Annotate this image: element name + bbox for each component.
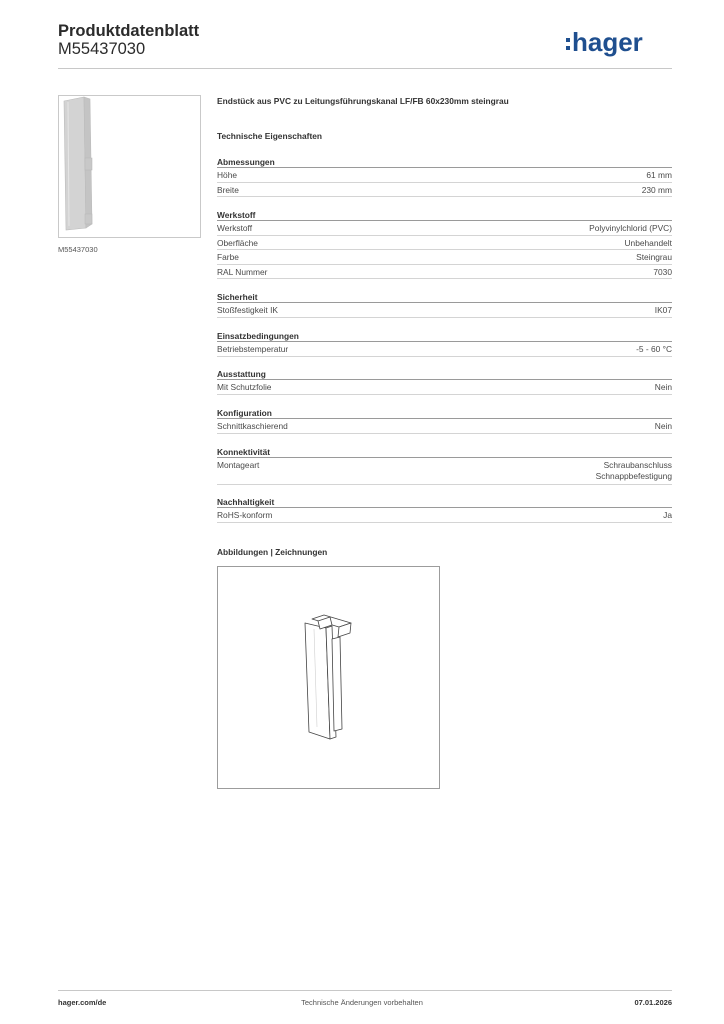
section-title: Ausstattung <box>217 368 672 380</box>
spec-value: Schraubanschluss Schnappbefestigung <box>595 460 672 481</box>
product-thumbnail <box>58 95 201 238</box>
spec-row <box>217 303 672 318</box>
page-title: Produktdatenblatt <box>58 22 200 40</box>
section-title: Abmessungen <box>217 156 672 168</box>
figures-heading: Abbildungen | Zeichnungen <box>217 547 328 557</box>
section-title: Sicherheit <box>217 291 672 303</box>
logo-text: hager <box>572 28 643 57</box>
hager-logo[interactable] <box>566 28 674 58</box>
section-konfiguration <box>217 407 672 434</box>
spec-row <box>217 236 672 251</box>
spec-value: -5 - 60 °C <box>636 344 672 354</box>
section-title: Einsatzbedingungen <box>217 330 672 342</box>
section-konnektivitaet <box>217 446 672 485</box>
spec-row <box>217 508 672 523</box>
spec-row <box>217 168 672 183</box>
section-title: Konnektivität <box>217 446 672 458</box>
footer-date: 07.01.2026 <box>634 998 672 1007</box>
product-description: Endstück aus PVC zu Leitungsführungskanal LF/FB 60x230mm steingrau <box>217 96 509 106</box>
figure-drawing <box>217 566 440 789</box>
technical-heading: Technische Eigenschaften <box>217 131 323 141</box>
spec-row <box>217 265 672 280</box>
spec-row <box>217 183 672 198</box>
spec-label: Montageart <box>217 460 260 470</box>
end-cap-drawing <box>218 567 439 788</box>
spec-row <box>217 221 672 236</box>
spec-value: Steingrau <box>636 252 672 262</box>
section-title: Konfiguration <box>217 407 672 419</box>
spec-value: 7030 <box>653 266 672 277</box>
footer-website-link[interactable]: hager.com/de <box>58 998 107 1007</box>
spec-label: Oberfläche <box>217 237 258 248</box>
spec-value: IK07 <box>654 305 672 315</box>
spec-value: Polyvinylchlorid (PVC) <box>589 223 672 233</box>
section-werkstoff <box>217 209 672 279</box>
spec-value: Nein <box>654 382 672 392</box>
spec-value: Unbehandelt <box>624 237 672 248</box>
product-code: M55437030 <box>58 40 146 58</box>
spec-label: Betriebstemperatur <box>217 344 289 354</box>
section-nachhaltigkeit <box>217 496 672 523</box>
header-divider <box>58 68 672 69</box>
section-einsatzbedingungen <box>217 330 672 357</box>
section-title: Nachhaltigkeit <box>217 496 672 508</box>
spec-label: Schnittkaschierend <box>217 421 288 431</box>
spec-label: RoHS-konform <box>217 510 273 520</box>
spec-label: Höhe <box>217 170 238 180</box>
spec-value: Ja <box>663 510 672 520</box>
spec-label: Breite <box>217 184 239 195</box>
spec-value: Nein <box>654 421 672 431</box>
spec-row <box>217 458 672 485</box>
spec-label: Stoßfestigkeit IK <box>217 305 278 315</box>
section-sicherheit <box>217 291 672 318</box>
spec-label: Mit Schutzfolie <box>217 382 272 392</box>
section-ausstattung <box>217 368 672 395</box>
spec-value: 230 mm <box>641 184 672 195</box>
spec-label: Farbe <box>217 252 239 262</box>
spec-value: 61 mm <box>646 170 672 180</box>
end-cap-image <box>59 96 200 237</box>
spec-row <box>217 380 672 395</box>
spec-label: RAL Nummer <box>217 266 268 277</box>
section-title: Werkstoff <box>217 209 672 221</box>
thumbnail-caption: M55437030 <box>58 245 98 254</box>
spec-row <box>217 250 672 265</box>
spec-row <box>217 342 672 357</box>
spec-label: Werkstoff <box>217 223 253 233</box>
footer-notice: Technische Änderungen vorbehalten <box>301 998 423 1007</box>
section-abmessungen <box>217 156 672 197</box>
spec-row <box>217 419 672 434</box>
footer-divider <box>58 990 672 991</box>
